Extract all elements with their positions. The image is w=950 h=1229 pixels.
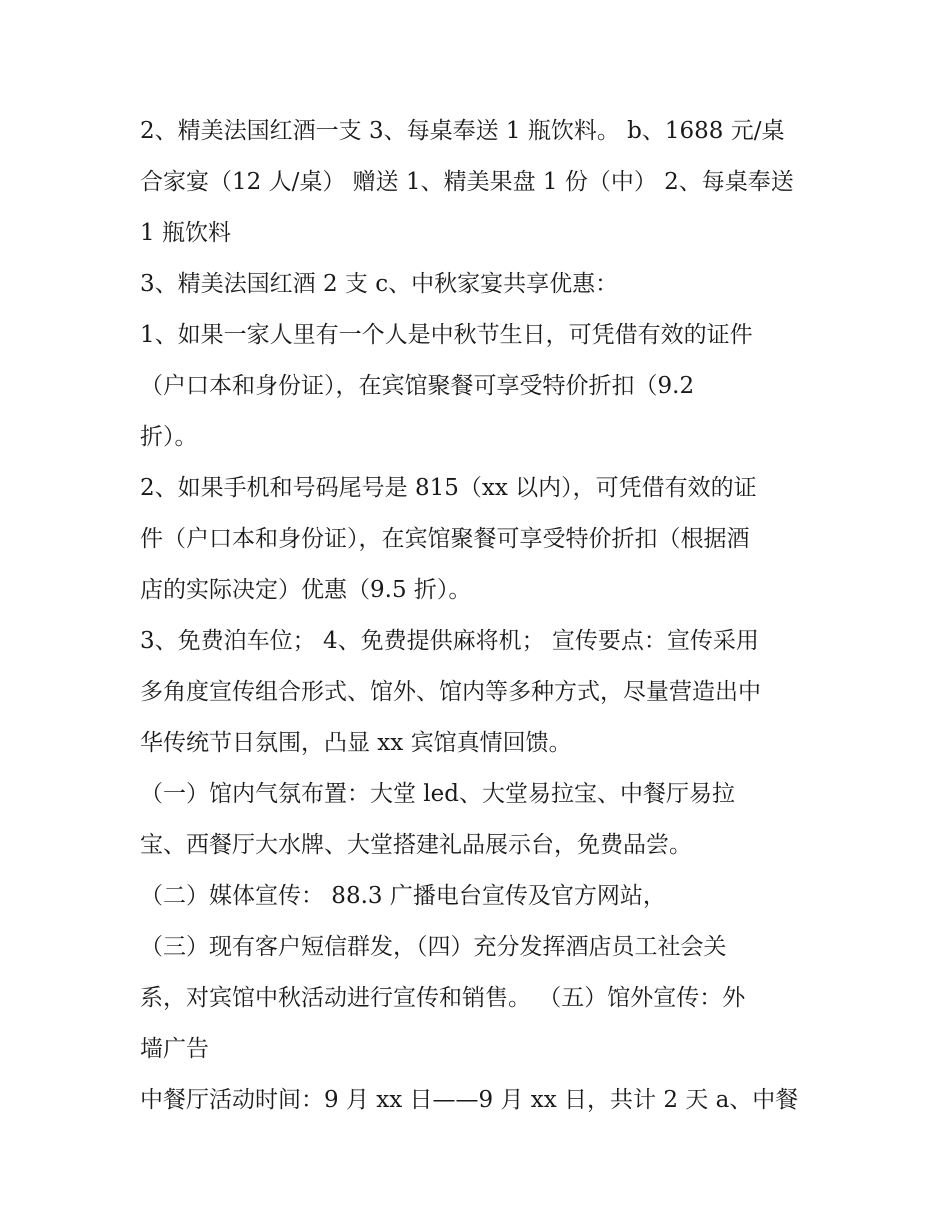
text-line: （一）馆内气氛布置：大堂 led、大堂易拉宝、中餐厅易拉 [140, 781, 736, 807]
text-line: 2、如果手机和号码尾号是 815（xx 以内），可凭借有效的证 [140, 475, 757, 501]
text-line: 墙广告 [140, 1036, 209, 1062]
text-line: 宝、西餐厅大水牌、大堂搭建礼品展示台，免费品尝。 [140, 832, 692, 858]
text-line: 1、如果一家人里有一个人是中秋节生日，可凭借有效的证件 [140, 322, 753, 348]
text-line: 店的实际决定）优惠（9.5 折）。 [140, 577, 472, 603]
text-line: 中餐厅活动时间：9 月 xx 日——9 月 xx 日，共计 2 天 a、中餐 [140, 1087, 799, 1113]
text-line: （三）现有客户短信群发，（四）充分发挥酒店员工社会关 [140, 934, 727, 960]
text-line: 1 瓶饮料 [140, 220, 231, 246]
text-line: （二）媒体宣传： 88.3 广播电台宣传及官方网站， [140, 883, 666, 909]
text-line: 2、精美法国红酒一支 3、每桌奉送 1 瓶饮料。 b、1688 元/桌 [140, 118, 785, 144]
text-line: 3、精美法国红酒 2 支 c、中秋家宴共享优惠： [140, 271, 619, 297]
document-body [140, 106, 820, 1126]
text-line: （户口本和身份证），在宾馆聚餐可享受特价折扣（9.2 [140, 373, 695, 399]
text-line: 系，对宾馆中秋活动进行宣传和销售。 （五）馆外宣传：外 [140, 985, 746, 1011]
text-line: 件（户口本和身份证），在宾馆聚餐可享受特价折扣（根据酒 [140, 526, 750, 552]
text-line: 华传统节日氛围，凸显 xx 宾馆真情回馈。 [140, 730, 572, 756]
text-line: 3、免费泊车位； 4、免费提供麻将机； 宣传要点：宣传采用 [140, 628, 759, 654]
text-line: 合家宴（12 人/桌） 赠送 1、精美果盘 1 份（中） 2、每桌奉送 [140, 169, 794, 195]
text-line: 多角度宣传组合形式、馆外、馆内等多种方式，尽量营造出中 [140, 679, 761, 705]
text-line: 折）。 [140, 424, 198, 450]
